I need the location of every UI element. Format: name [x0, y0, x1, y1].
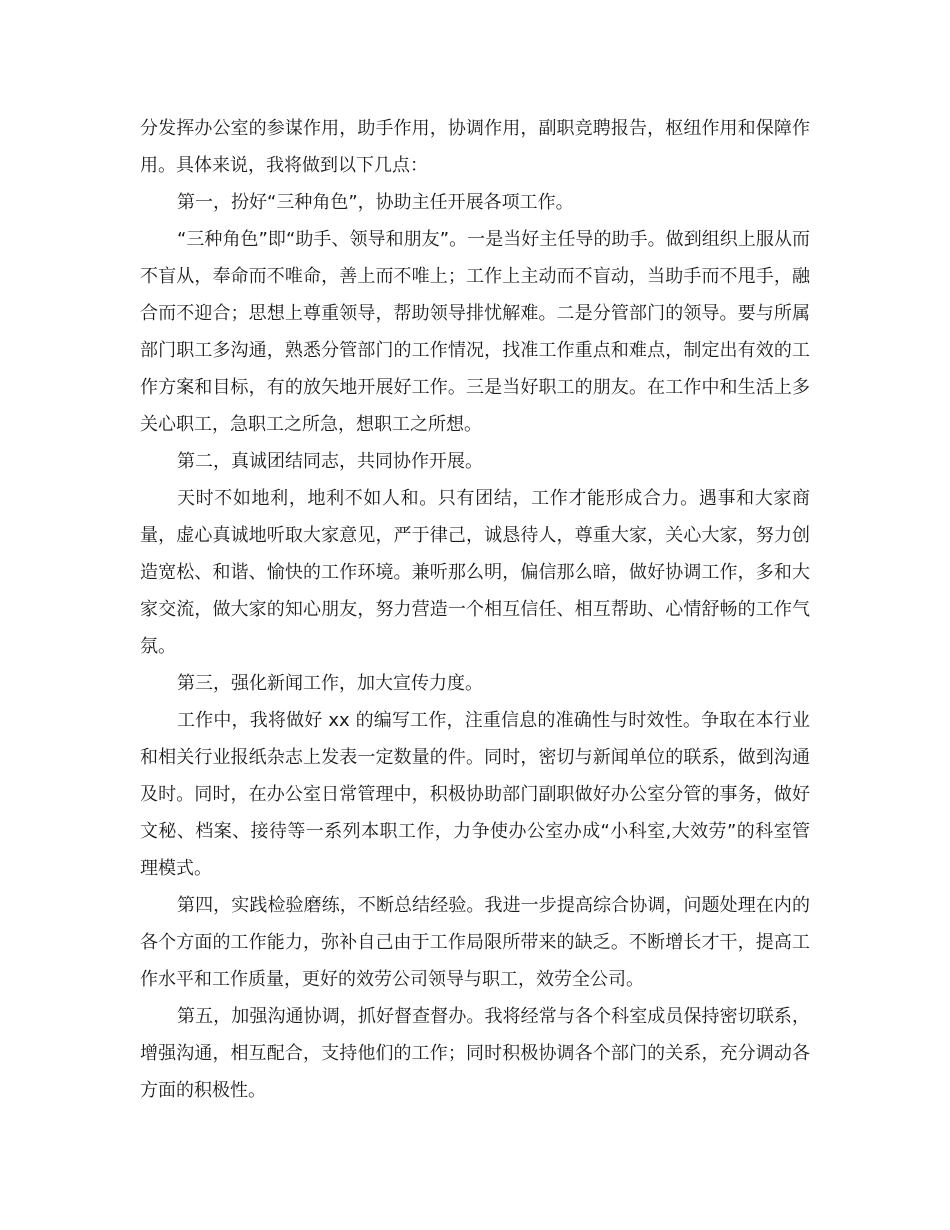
paragraph-unity: 天时不如地利，地利不如人和。只有团结，工作才能形成合力。遇事和大家商量，虚心真诚地听取大家意见，严于律己，诚恳待人，尊重大家，关心大家，努力创造宽松、和谐、愉快的工作环境。兼听那么明，偏信那么暗，做好协调工作，多和大家交流，做大家的知心朋友，努力营造一个相互信任、相互帮助、心情舒畅的工作气氛。 [140, 488, 810, 657]
paragraph-three-roles: “三种角色”即“助手、领导和朋友”。一是当好主任导的助手。做到组织上服从而不盲从，奉命而不唯命，善上而不唯上；工作上主动而不盲动，当助手而不甩手，融合而不迎合；思想上尊重领导，帮助领导排忧解难。二是分管部门的领导。要与所属部门职工多沟通，熟悉分管部门的工作情况，找准工作重点和难点，制定出有效的工作方案和目标，有的放矢地开展好工作。三是当好职工的朋友。在工作中和生活上多关心职工，急职工之所急，想职工之所想。 [140, 229, 810, 435]
paragraph-news-work: 工作中，我将做好 xx 的编写工作，注重信息的准确性与时效性。争取在本行业和相关行业报纸杂志上发表一定数量的件。同时，密切与新闻单位的联系，做到沟通及时。同时，在办公室日常管理中，积极协助部门副职做好办公室分管的事务，做好文秘、档案、接待等一系列本职工作，力争使办公室办成“小科室,大效劳”的科室管理模式。 [140, 710, 810, 879]
paragraph-continuation: 分发挥办公室的参谋作用，助手作用，协调作用，副职竞聘报告，枢纽作用和保障作用。具体来说，我将做到以下几点： [140, 118, 810, 176]
heading-point-one: 第一，扮好“三种角色”，协助主任开展各项工作。 [177, 192, 574, 213]
heading-point-two: 第二，真诚团结同志，共同协作开展。 [177, 451, 483, 472]
paragraph-point-four: 第四，实践检验磨练，不断总结经验。我进一步提高综合协调，问题处理在内的各个方面的工作能力，弥补自己由于工作局限所带来的缺乏。不断增长才干，提高工作水平和工作质量，更好的效劳公司领导与职工，效劳全公司。 [140, 895, 810, 990]
paragraph-point-five: 第五，加强沟通协调，抓好督查督办。我将经常与各个科室成员保持密切联系，增强沟通，相互配合，支持他们的工作；同时积极协调各个部门的关系，充分调动各方面的积极性。 [140, 1006, 810, 1101]
heading-point-three: 第三，强化新闻工作，加大宣传力度。 [177, 673, 483, 694]
document-body [140, 110, 810, 1109]
